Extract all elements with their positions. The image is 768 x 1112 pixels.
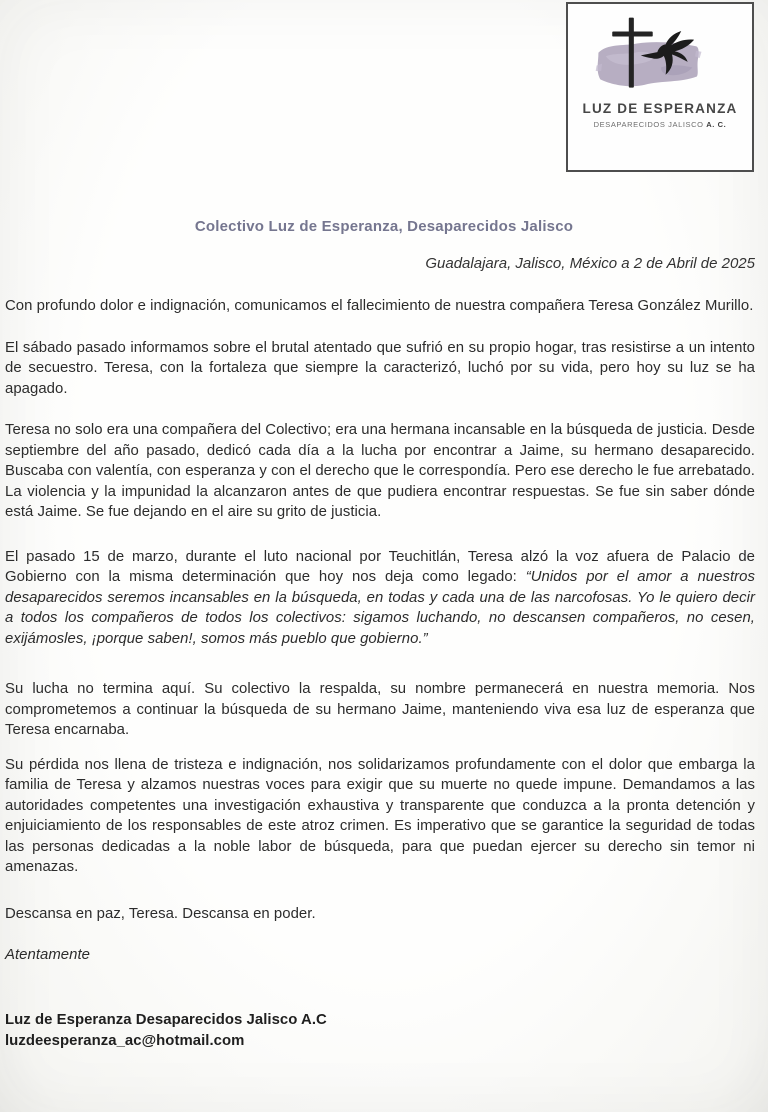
brush-stroke-icon: [596, 42, 702, 86]
letter-title: Colectivo Luz de Esperanza, Desaparecidos Jalisco: [194, 218, 574, 235]
logo-artwork: [582, 14, 740, 106]
teresa-quote: “Unidos por el amor a nuestros desaparecidos seremos incansables en la búsqueda, en todas y cada una de las narcofosas. Yo le quiero decir a todos los compañeros de todos los colectivos: sigamos luchando, no descansen compañeros, no cesen, exijámosles, ¡porque saben!, somos más pueblo que gobierno.”: [5, 569, 755, 647]
closing-line: Descansa en paz, Teresa. Descansa en poder.: [5, 905, 316, 922]
signature-name: Luz de Esperanza Desaparecidos Jalisco A.C: [5, 1011, 327, 1028]
paragraph-attack: El sábado pasado informamos sobre el brutal atentado que sufrió en su propio hogar, tras resistirse a un intento de secuestro. Teresa, con la fortaleza que siempre la caracterizó, luchó por su vida, pero hoy su luz se ha apagado.: [5, 339, 755, 397]
signature-email: luzdeesperanza_ac@hotmail.com: [5, 1033, 245, 1049]
signature-block: [5, 1010, 755, 1053]
logo-subtitle-suffix: A. C.: [706, 120, 727, 129]
dateline: Guadalajara, Jalisco, México a 2 de Abril de 2025: [425, 255, 755, 272]
paragraph-announcement: Con profundo dolor e indignación, comunicamos el fallecimiento de nuestra compañera Teresa González Murillo.: [5, 298, 754, 314]
paragraph-quote: El pasado 15 de marzo, durante el luto nacional por Teuchitlán, Teresa alzó la voz afuera de Palacio de Gobierno con la misma determinación que hoy nos deja como legado: “Unidos por el amor a nuestros desaparecidos seremos incansables en la búsqueda, en todas y cada una de las narcofosas. Yo le quiero decir a todos los compañeros de todos los colectivos: sigamos luchando, no descansen compañeros, no cesen, exijámosles, ¡porque saben!, somos más pueblo que gobierno.”: [5, 548, 755, 647]
paragraph-tribute: Teresa no solo era una compañera del Colectivo; era una hermana incansable en la búsqueda de justicia. Desde septiembre del año pasado, dedicó cada día a la lucha por encontrar a Jaime, su hermano desaparecido. Buscaba con valentía, con esperanza y con el derecho que le correspondía. Pero ese derecho le fue arrebatado. La violencia y la impunidad la alcanzaron antes de que pudiera encontrar respuestas. Se fue sin saber dónde está Jaime. Se fue dejando en el aire su grito de justicia.: [5, 422, 755, 520]
logo-name: LUZ DE ESPERANZA: [582, 101, 738, 116]
valediction: Atentamente: [5, 947, 90, 963]
organization-logo: [566, 2, 754, 172]
paragraph-commitment: Su lucha no termina aquí. Su colectivo la respalda, su nombre permanecerá en nuestra memoria. Nos comprometemos a continuar la búsqueda de su hermano Jaime, manteniendo viva esa luz de esperanza que Teresa encarnaba.: [5, 681, 755, 738]
logo-subtitle: DESAPARECIDOS JALISCO A. C.: [593, 120, 727, 129]
paragraph-demands: Su pérdida nos llena de tristeza e indignación, nos solidarizamos profundamente con el dolor que embarga la familia de Teresa y alzamos nuestras voces para exigir que su muerte no quede impune. Demandamos a las autoridades competentes una investigación exhaustiva y transparente que conduzca a la pronta detención y enjuiciamiento de los responsables de este atroz crimen. Es imperativo que se garantice la seguridad de todas las personas dedicadas a la noble labor de búsqueda, para que puedan ejercer su derecho sin temor ni amenazas.: [5, 756, 755, 875]
letter-body: [5, 296, 755, 1053]
